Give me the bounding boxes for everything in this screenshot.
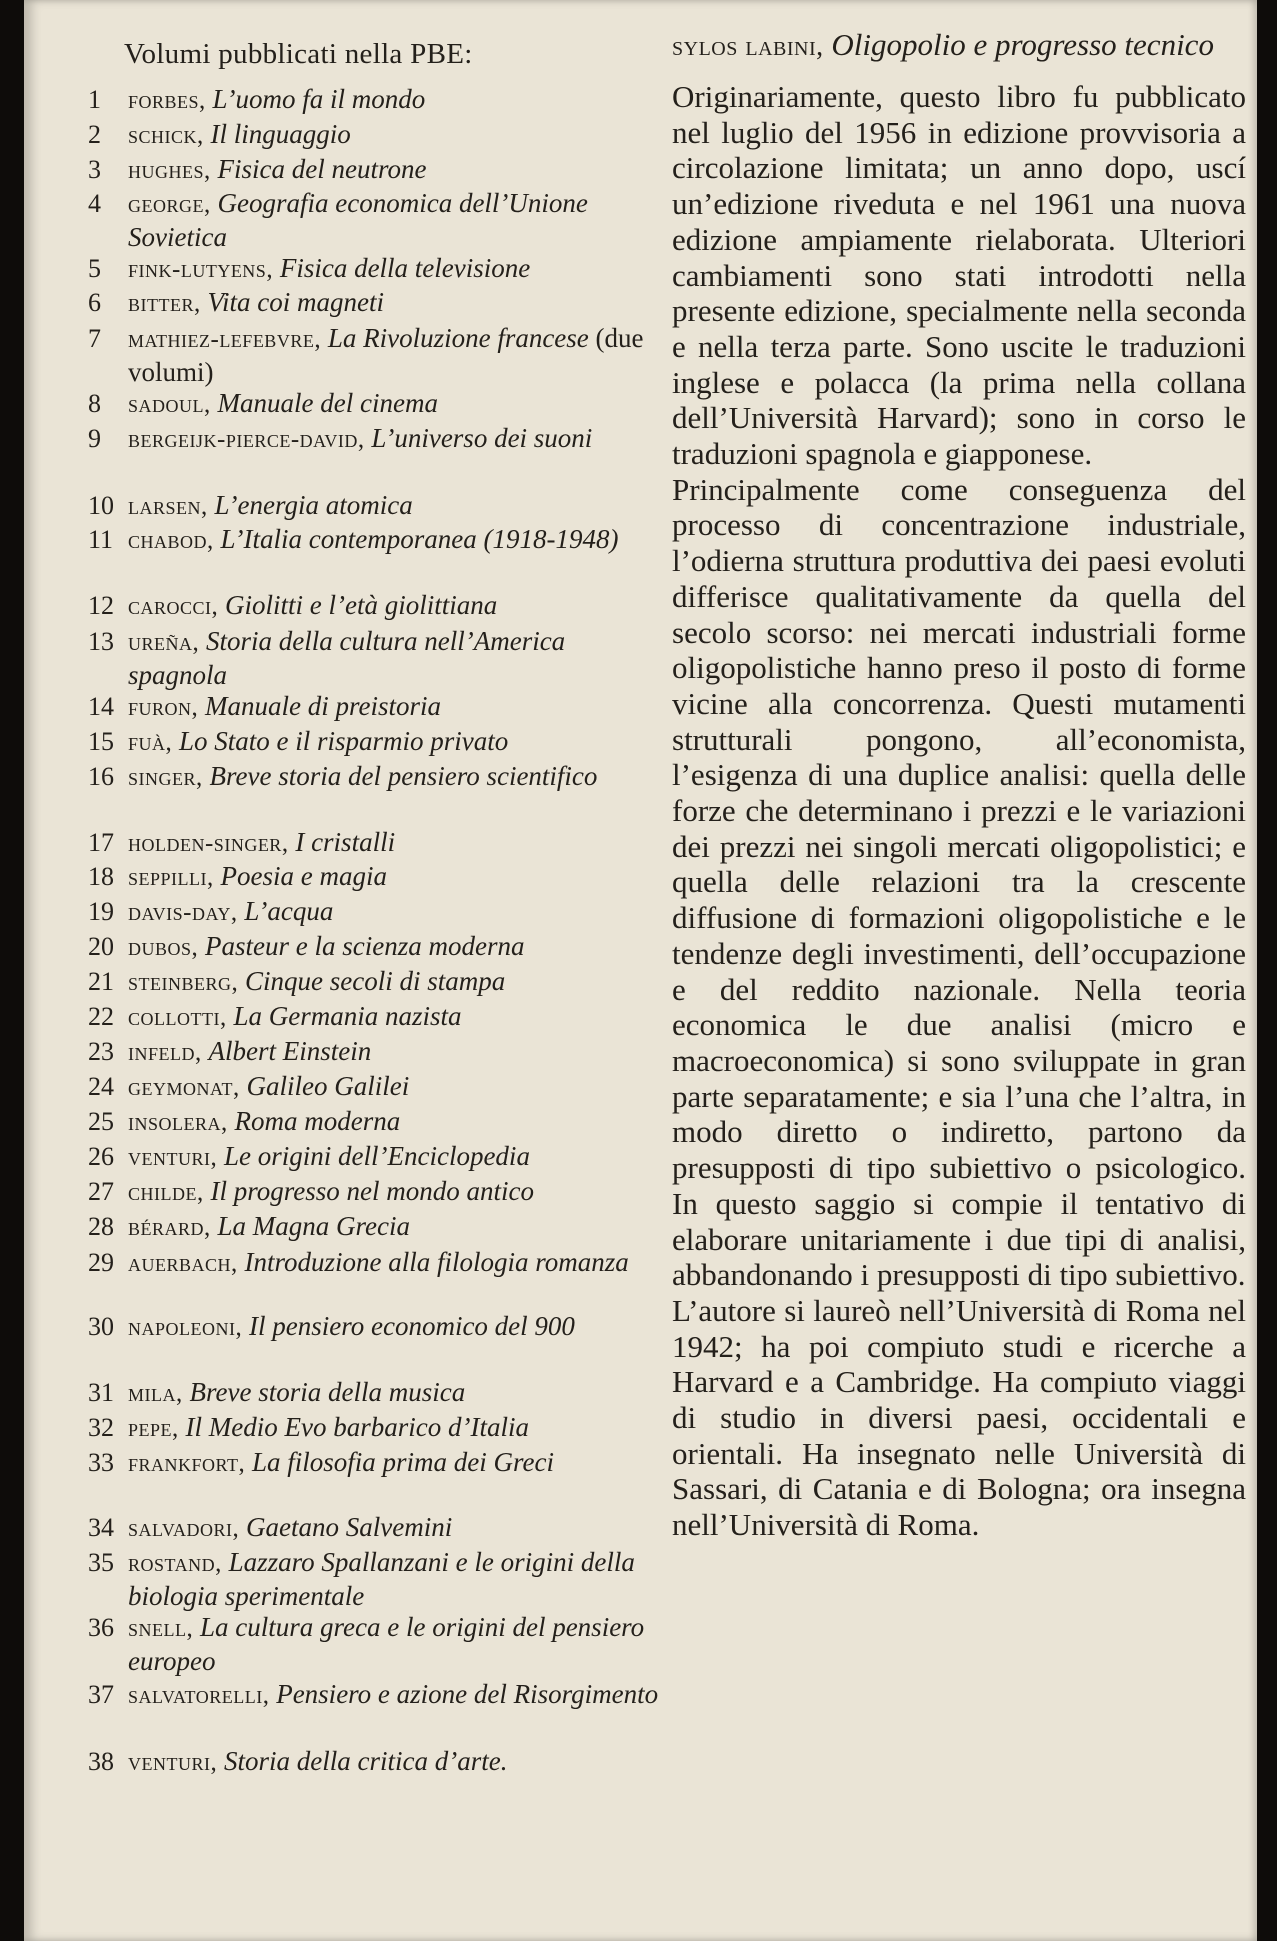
entry-text: [128, 1210, 662, 1244]
entry-title: Albert Einstein: [208, 1036, 372, 1066]
entry-title: Breve storia del pensiero scientifico: [209, 761, 598, 791]
entry-author: napoleoni,: [128, 1314, 243, 1341]
entry-text: [128, 760, 662, 794]
entry-number: 32: [88, 1413, 114, 1442]
entry-author: pepe,: [128, 1415, 179, 1442]
entry-author: venturi,: [128, 1144, 218, 1171]
entry-title: L’uomo fa il mondo: [212, 84, 426, 114]
paragraph-1: Originariamente, questo libro fu pubblicato nel luglio del 1956 in edizione provvisoria a circolazione limitata; un anno dopo, uscí un’edizione riveduta e nel 1961 una nuova edizione ampiamente rielaborata. Ulteriori cambiamenti sono stati introdotti nella presente edizione, specialmente nella seconda e nella terza parte. Sono uscite le traduzioni inglese e polacca (la prima nella collana dell’Università Harvard); sono in corso le traduzioni spagnola e giapponese.: [672, 79, 1246, 472]
entry-number: 27: [88, 1177, 114, 1206]
entry-text: [128, 322, 662, 389]
entry-text: [128, 523, 662, 557]
entry-text: [128, 965, 662, 999]
entry-number: 23: [88, 1037, 114, 1066]
entry-text: [128, 1035, 662, 1069]
entry-number: 38: [88, 1747, 114, 1776]
entry-title: La Magna Grecia: [217, 1211, 410, 1241]
entry-title: Roma moderna: [234, 1106, 401, 1136]
entry-number: 17: [88, 828, 114, 857]
entry-title: L’acqua: [244, 896, 334, 926]
entry-author: furon,: [128, 694, 199, 721]
entry-author: hughes,: [128, 157, 211, 184]
entry-author: mila,: [128, 1380, 183, 1407]
entry-title: Il progresso nel mondo antico: [210, 1176, 534, 1206]
entry-number: 28: [88, 1212, 114, 1241]
entry-text: [128, 1411, 662, 1445]
entry-author: sadoul,: [128, 391, 211, 418]
entry-number: 7: [88, 324, 101, 353]
entry-text: [128, 1246, 662, 1280]
entry-title: Storia della critica d’arte.: [224, 1746, 508, 1776]
entry-author: chabod,: [128, 527, 214, 554]
entry-text: [128, 1105, 662, 1139]
entry-author: childe,: [128, 1179, 204, 1206]
entry-text: [128, 1511, 662, 1545]
entry-text: [128, 286, 662, 320]
book-header: [672, 26, 1246, 65]
entry-number: 20: [88, 932, 114, 961]
entry-text: [128, 422, 662, 456]
entry-number: 33: [88, 1448, 114, 1477]
entry-text: [128, 83, 662, 117]
entry-number: 16: [88, 762, 114, 791]
entry-text: [128, 118, 662, 152]
entry-text: [128, 826, 662, 860]
entry-text: [128, 1611, 662, 1678]
entry-title: Gaetano Salvemini: [246, 1512, 453, 1542]
entry-author: singer,: [128, 764, 203, 791]
book-title: Oligopolio e progresso tecnico: [831, 27, 1214, 62]
entry-author: holden-singer,: [128, 830, 289, 857]
entry-text: [128, 153, 662, 187]
entry-title: Breve storia della musica: [189, 1377, 466, 1407]
entry-text: [128, 387, 662, 421]
entry-text: [128, 1376, 662, 1410]
entry-number: 9: [88, 424, 101, 453]
entry-author: forbes,: [128, 87, 206, 114]
entry-title: Fisica del neutrone: [217, 154, 427, 184]
entry-author: bergeijk-pierce-david,: [128, 426, 365, 453]
entry-text: [128, 1745, 662, 1779]
entry-author: auerbach,: [128, 1250, 238, 1277]
entry-title: Il Medio Evo barbarico d’Italia: [185, 1412, 529, 1442]
entry-title: La Germania nazista: [233, 1001, 462, 1031]
entry-title: Il linguaggio: [210, 119, 351, 149]
entry-number: 14: [88, 692, 114, 721]
entry-author: davis-day,: [128, 899, 238, 926]
entry-author: rostand,: [128, 1550, 222, 1577]
book-page: [24, 0, 1257, 1941]
entry-number: 34: [88, 1513, 114, 1542]
entry-title: Giolitti e l’età giolittiana: [225, 590, 498, 620]
entry-title: Pasteur e la scienza moderna: [205, 931, 525, 961]
entry-text: [128, 1070, 662, 1104]
entry-text: [128, 1140, 662, 1174]
entry-text: [128, 589, 662, 623]
entry-title: Galileo Galilei: [246, 1071, 410, 1101]
entry-number: 10: [88, 491, 114, 520]
entry-author: george,: [128, 191, 211, 218]
entry-text: [128, 725, 662, 759]
entry-title: La filosofia prima dei Greci: [251, 1447, 554, 1477]
entry-text: [128, 489, 662, 523]
entry-title: Vita coi magneti: [207, 287, 384, 317]
entry-title: Geografia economica dell’Unione Sovietica: [128, 188, 588, 252]
entry-title: Introduzione alla filologia romanza: [244, 1247, 629, 1277]
paragraph-3: L’autore si laureò nell’Università di Roma nel 1942; ha poi compiuto studi e ricerche a Harvard e a Cambridge. Ha compiuto viaggi di studio in diversi paesi, occidentali e orientali. Ha insegnato nelle Università di Sassari, di Catania e di Bologna; ora insegna nell’Università di Roma.: [672, 1292, 1246, 1543]
entry-author: bitter,: [128, 290, 201, 317]
entry-number: 19: [88, 897, 114, 926]
entry-author: schick,: [128, 122, 204, 149]
entry-author: mathiez-lefebvre,: [128, 326, 322, 353]
entry-number: 13: [88, 627, 114, 656]
entry-author: carocci,: [128, 593, 219, 620]
entry-number: 3: [88, 155, 101, 184]
entry-number: 29: [88, 1248, 114, 1277]
entry-text: [128, 1310, 662, 1344]
entry-title: Lazzaro Spallanzani e le origini della biologia sperimentale: [128, 1547, 635, 1611]
entry-author: larsen,: [128, 493, 208, 520]
entry-number: 37: [88, 1680, 114, 1709]
entry-number: 1: [88, 85, 101, 114]
entry-number: 30: [88, 1312, 114, 1341]
entry-text: [128, 690, 662, 724]
entry-text: [128, 1678, 662, 1712]
entry-note: (due volumi): [128, 323, 644, 387]
entry-text: [128, 187, 662, 254]
entry-number: 2: [88, 120, 101, 149]
book-description: [672, 26, 1246, 1543]
entry-title: L’energia atomica: [214, 490, 413, 520]
entry-title: Lo Stato e il risparmio privato: [179, 726, 509, 756]
entry-number: 5: [88, 254, 101, 283]
entry-number: 31: [88, 1378, 114, 1407]
entry-title: Pensiero e azione del Risorgimento: [276, 1679, 659, 1709]
entry-title: La cultura greca e le origini del pensiero europeo: [128, 1612, 645, 1676]
entry-title: L’Italia contemporanea (1918-1948): [220, 524, 619, 554]
entry-author: snell,: [128, 1615, 194, 1642]
entry-author: dubos,: [128, 934, 199, 961]
entry-number: 24: [88, 1072, 114, 1101]
entry-author: ureña,: [128, 629, 200, 656]
entry-author: seppilli,: [128, 864, 214, 891]
entry-title: Le origini dell’Enciclopedia: [224, 1141, 530, 1171]
book-author: sylos labini,: [672, 31, 824, 62]
entry-title: Fisica della televisione: [279, 253, 531, 283]
entry-author: venturi,: [128, 1749, 218, 1776]
entry-text: [128, 1175, 662, 1209]
entry-number: 22: [88, 1002, 114, 1031]
entry-number: 11: [88, 525, 114, 554]
entry-number: 35: [88, 1548, 114, 1577]
entry-text: [128, 1000, 662, 1034]
entry-author: steinberg,: [128, 969, 239, 996]
entry-number: 21: [88, 967, 114, 996]
entry-number: 26: [88, 1142, 114, 1171]
entry-title: Cinque secoli di stampa: [245, 966, 506, 996]
entry-title: Manuale del cinema: [217, 388, 438, 418]
entry-author: infeld,: [128, 1039, 202, 1066]
entry-author: bérard,: [128, 1214, 211, 1241]
entry-title: Manuale di preistoria: [205, 691, 442, 721]
entry-author: collotti,: [128, 1004, 227, 1031]
entry-title: La Rivoluzione francese: [327, 323, 589, 353]
entry-author: insolera,: [128, 1109, 228, 1136]
entry-title: Poesia e magia: [220, 861, 387, 891]
entry-number: 18: [88, 862, 114, 891]
list-heading: Volumi pubblicati nella PBE:: [124, 38, 473, 70]
entry-title: Il pensiero economico del 900: [249, 1311, 575, 1341]
entry-author: salvatorelli,: [128, 1682, 270, 1709]
entry-title: Storia della cultura nell’America spagnola: [128, 626, 566, 690]
entry-author: fink-lutyens,: [128, 256, 274, 283]
entry-number: 4: [88, 189, 101, 218]
entry-number: 36: [88, 1613, 114, 1642]
entry-number: 12: [88, 591, 114, 620]
entry-number: 15: [88, 727, 114, 756]
entry-text: [128, 895, 662, 929]
entry-author: salvadori,: [128, 1515, 240, 1542]
entry-author: fuà,: [128, 729, 173, 756]
entry-author: frankfort,: [128, 1450, 246, 1477]
entry-text: [128, 1546, 662, 1613]
entry-author: geymonat,: [128, 1074, 240, 1101]
entry-number: 25: [88, 1107, 114, 1136]
entry-text: [128, 252, 662, 286]
entry-number: 8: [88, 389, 101, 418]
entry-text: [128, 930, 662, 964]
entry-text: [128, 860, 662, 894]
entry-number: 6: [88, 288, 101, 317]
entry-title: L’universo dei suoni: [371, 423, 593, 453]
entry-text: [128, 625, 662, 692]
entry-title: I cristalli: [295, 827, 396, 857]
entry-text: [128, 1446, 662, 1480]
paragraph-2: Principalmente come conseguenza del processo di concentrazione industriale, l’odierna struttura produttiva dei paesi evoluti differisce qualitativamente da quella del secolo scorso: nei mercati industriali forme oligopolistiche hanno preso il posto di forme vicine alla concorrenza. Questi mutamenti strutturali pongono, all’economista, l’esigenza di una duplice analisi: quella delle forze che determinano i prezzi e le variazioni dei prezzi nei singoli mercati oligopolistici; e quella delle relazioni tra la crescente diffusione di formazioni oligopolistiche e le tendenze degli investimenti, dell’occupazione e del reddito nazionale. Nella teoria economica le due analisi (micro e macroeconomica) si sono sviluppate in gran parte separatamente; e sia l’una che l’altra, in modo diretto o indiretto, partono da presupposti di tipo subiettivo o psicologico. In questo saggio si compie il tentativo di elaborare unitariamente i due tipi di analisi, abbandonando i presupposti di tipo subiettivo.: [672, 471, 1246, 1293]
